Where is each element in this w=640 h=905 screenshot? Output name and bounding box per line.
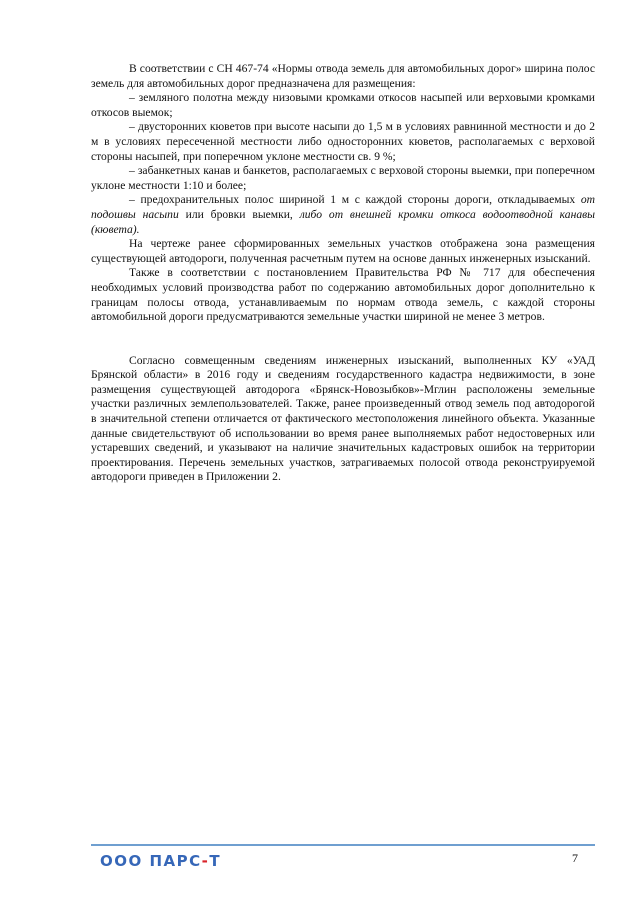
company-logo [100,852,221,870]
logo-prefix: ООО [100,852,150,870]
safety-strips-italic-2: либо от внешней кромки откоса водоотводной канавы (кювета). [91,207,595,236]
list-item-ditches: – двусторонних кюветов при высоте насыпи до 1,5 м в условиях равнинной местности и до 2 м в условиях пересеченной местности либо односторонних кюветов, располагаемых с верховой стороны насыпей, при поперечном уклоне местности св. 9 %; [91,120,595,163]
safety-strips-text: – предохранительных полос шириной 1 м с каждой стороны дороги, откладываемых [129,193,581,207]
list-item-safety-strips [91,193,595,237]
page-number: 7 [572,851,578,865]
safety-strips-italic-1: от подошвы насыпи [91,193,595,221]
list-item-banquettes: – забанкетных канав и банкетов, располагаемых с верховой стороны выемки, при поперечном уклоне местности 1:10 и более; [91,164,595,192]
body-text [91,62,595,485]
paragraph-drawing-zone: На чертеже ранее сформированных земельных участков отображена зона размещения существующей автодороги, полученная расчетным путем на основе данных инженерных изысканий. [91,237,595,265]
list-item-earthwork: – земляного полотна между низовыми кромками откосов насыпей или верховыми кромками откосов выемок; [91,91,595,119]
footer-divider [91,844,595,846]
logo-dash: - [201,852,210,870]
paragraph-norms-intro: В соответствии с СН 467-74 «Нормы отвода земель для автомобильных дорог» ширина полос земель для автомобильных дорог предназначена для размещения: [91,62,595,90]
safety-strips-text-2: или бровки выемки, [178,207,300,221]
logo-suffix: Т [209,852,222,870]
paragraph-government-decree: Также в соответствии с постановлением Правительства РФ № 717 для обеспечения необходимых условий производства работ по содержанию автомобильных дорог дополнительно к границам полосы отвода, устанавливаемым по нормам отвода земель, с каждой стороны автомобильной дороги предусматриваются земельные участки шириной не менее 3 метров. [91,266,595,324]
paragraph-survey-results: Согласно совмещенным сведениям инженерных изысканий, выполненных КУ «УАД Брянской области» в 2016 году и сведениям государственного кадастра недвижимости, в зоне размещения существующей автодорога «Брянск-Новозыбков»-Мглин расположены земельные участки различных землепользователей. Также, ранее произведенный отвод земель под автодорогой в значительной степени отличается от фактического местоположения линейного объекта. Указанные данные свидетельствуют об использовании во время ранее выполняемых работ недостоверных или устаревших сведений, и указывают на наличие значительных кадастровых ошибок на территории проектирования. Перечень земельных участков, затрагиваемых полосой отвода реконструируемой автодороги приведен в Приложении 2. [91,353,595,484]
logo-main: ПАРС [149,852,202,870]
paragraph-gap [91,325,595,354]
